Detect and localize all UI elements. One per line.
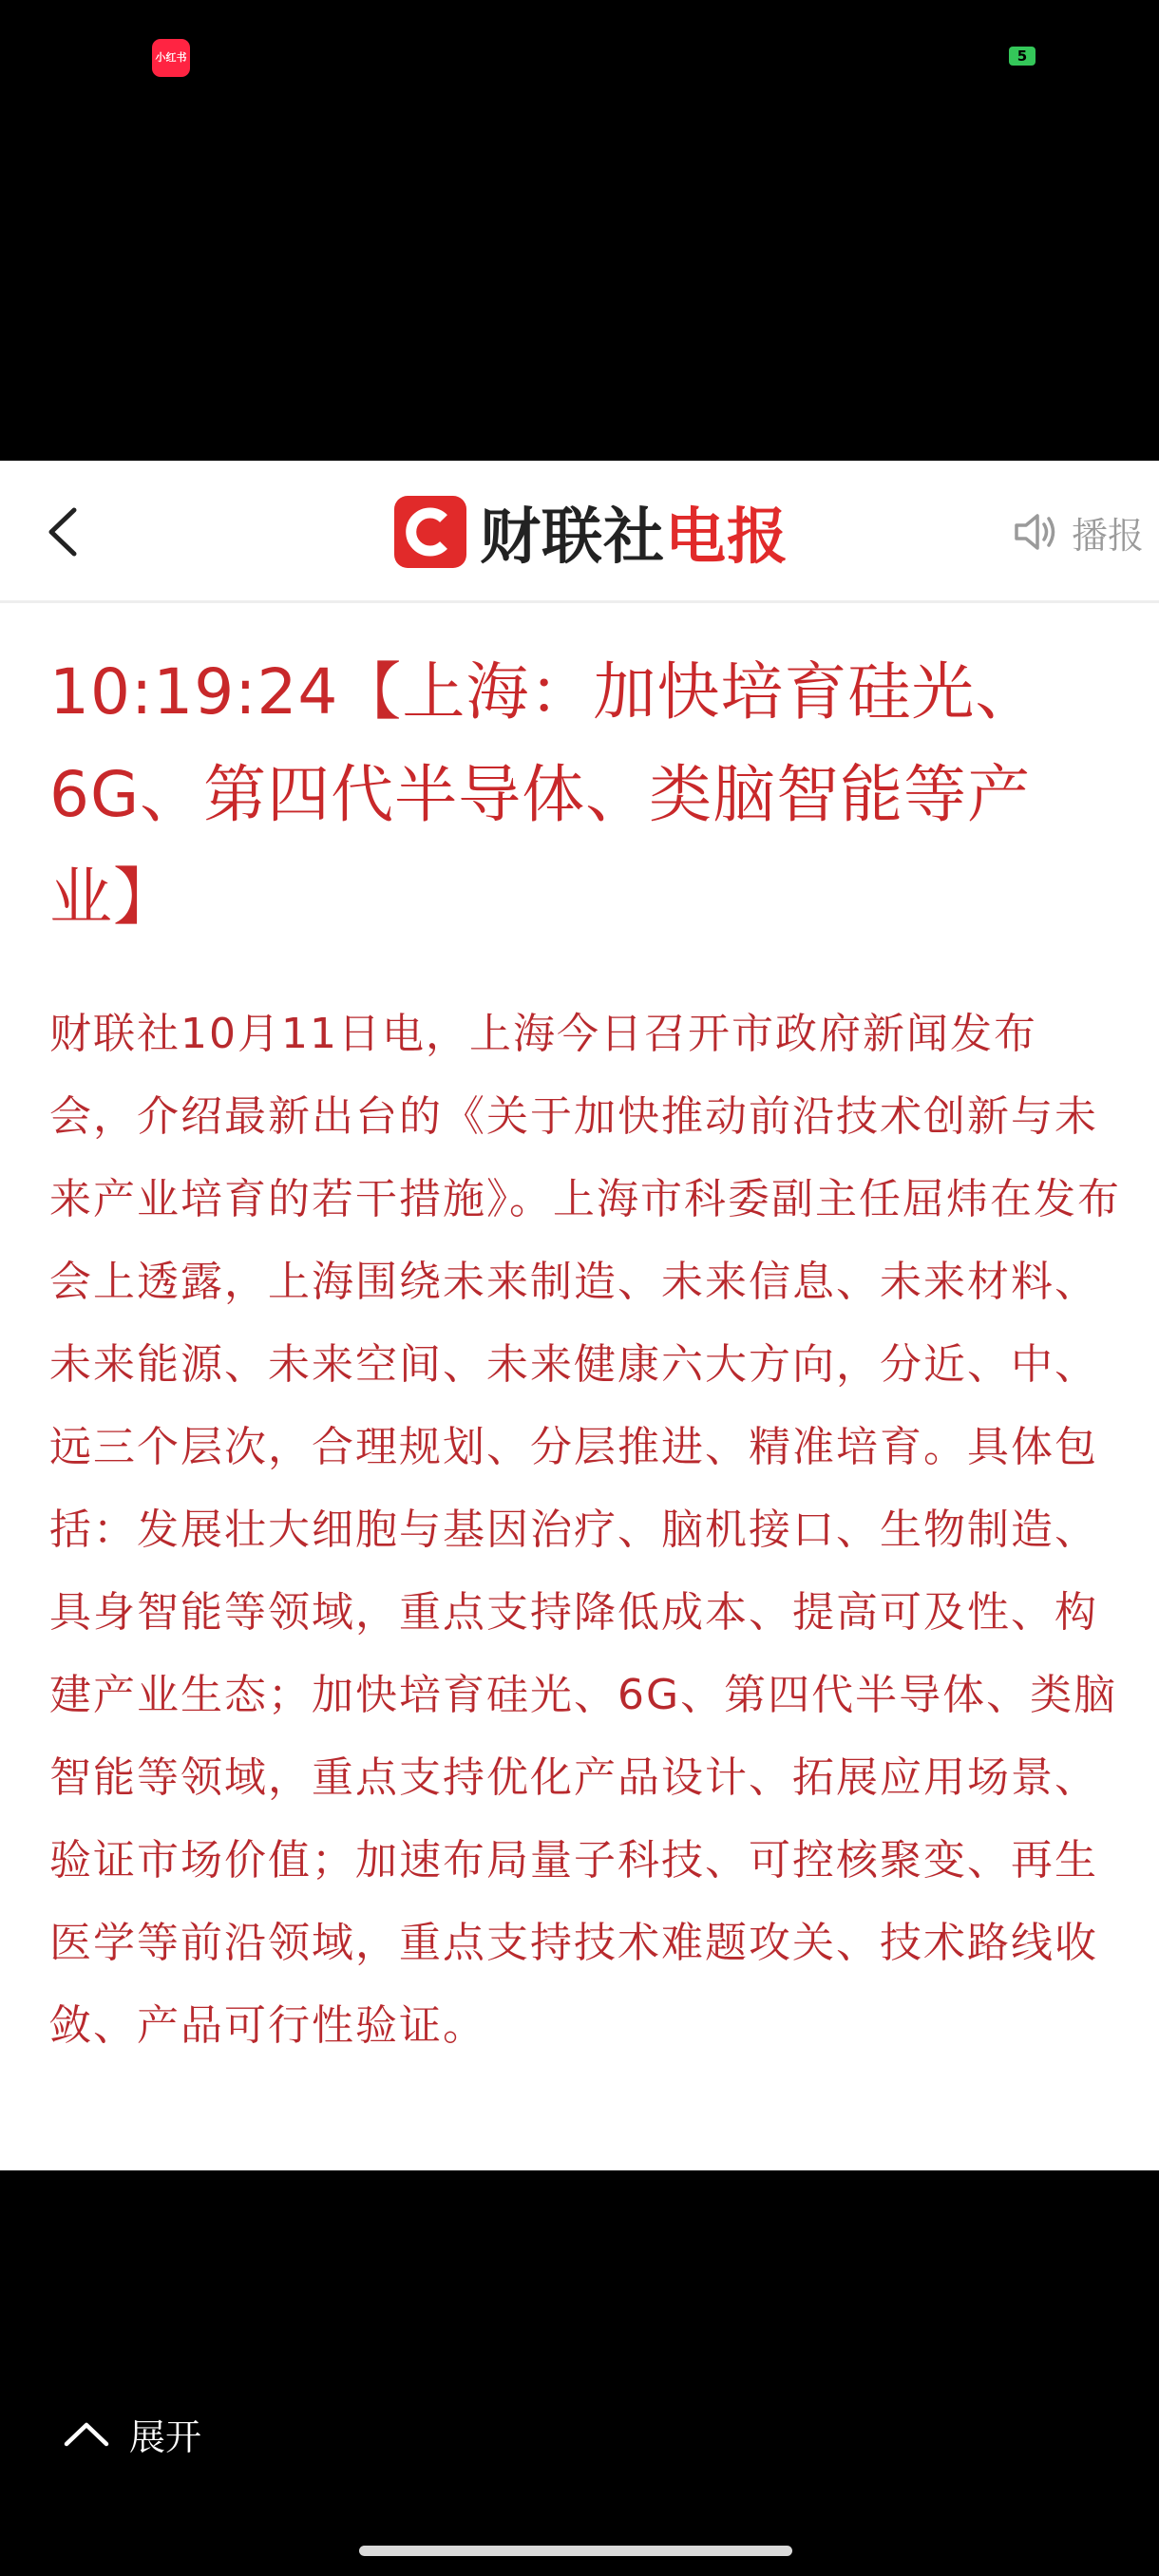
c-logo-icon: [404, 505, 457, 559]
chevron-up-icon: [63, 2419, 110, 2448]
back-button[interactable]: [38, 501, 95, 563]
broadcast-button[interactable]: [1013, 508, 1144, 556]
logo-mark: [394, 496, 466, 568]
chevron-left-icon: [38, 501, 95, 563]
header-bar: [0, 461, 1159, 603]
logo-text: [480, 488, 788, 576]
app-badge: 小红书: [152, 39, 190, 77]
news-card: [0, 461, 1159, 2170]
logo-text-main: 财联社: [480, 502, 665, 573]
broadcast-label: 播报: [1072, 514, 1145, 557]
article-title: 10:19:24【上海：加快培育硅光、6G、第四代半导体、类脑智能等产业】: [49, 655, 1039, 934]
speaker-icon: [1013, 510, 1058, 554]
battery-indicator: 5: [1009, 47, 1036, 66]
expand-button[interactable]: [63, 2405, 201, 2462]
status-bar: [0, 0, 1159, 114]
home-indicator[interactable]: [359, 2546, 792, 2556]
article-body: 财联社10月11日电，上海今日召开市政府新闻发布会，介绍最新出台的《关于加快推动前沿技术创新与未来产业培育的若干措施》。上海市科委副主任屈炜在发布会上透露，上海围绕未来制造、未来信息、未来材料、未来能源、未来空间、未来健康六大方向，分近、中、远三个层次，合理规划、分层推进、精准培育。具体包括：发展壮大细胞与基因治疗、脑机接口、生物制造、具身智能等领域，重点支持降低成本、提高可及性、构建产业生态；加快培育硅光、6G、第四代半导体、类脑智能等领域，重点支持优化产品设计、拓展应用场景、验证市场价值；加速布局量子科技、可控核聚变、再生医学等前沿领域，重点支持技术难题攻关、技术路线收敛、产品可行性验证。: [49, 1010, 1121, 2050]
cls-logo: [394, 494, 788, 573]
logo-text-highlight: 电报: [665, 502, 788, 573]
expand-label: 展开: [129, 2415, 202, 2458]
